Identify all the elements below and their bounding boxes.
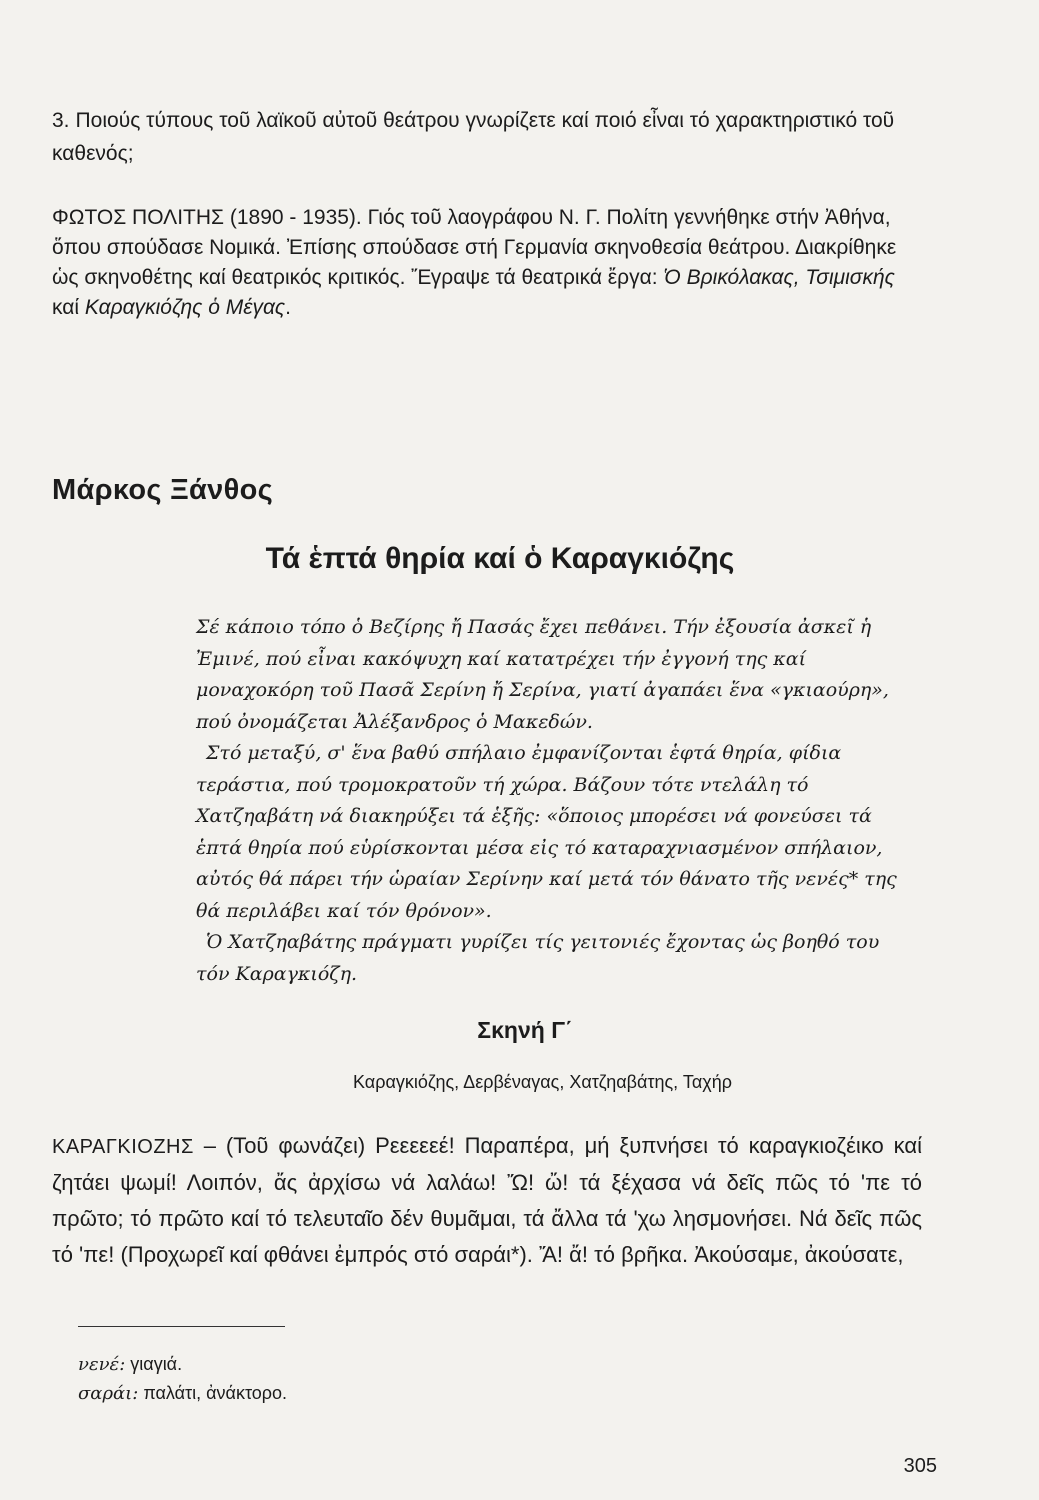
summary-paragraph: Σέ κάποιο τόπο ὁ Βεζίρης ἤ Πασάς ἔχει πεθάνει. Τήν ἐξουσία ἀσκεῖ ἡ Ἐμινέ, πού εἶναι κακόψυχη καί κατατρέχει τήν ἐγγονή της καί μοναχοκόρη τοῦ Πασᾶ Σερίνη ἤ Σερίνα, γιατί ἀγαπάει ἕνα «γκιαούρη», πού ὀνομάζεται Ἀλέξανδρος ὁ Μακεδών.	[196, 616, 889, 733]
bio-works-2: Καραγκιόζης ὁ Μέγας	[84, 296, 286, 319]
footnote-divider	[78, 1326, 285, 1327]
dialogue-text: – (Τοῦ φωνάζει) Ρεεεεεέ! Παραπέρα, μή ξυπνήσει τό καραγκιοζέικο καί ζητάει ψωμί! Λοιπόν, ἄς ἀρχίσω νά λαλάω! Ὤ! ὤ! τά ξέχασα νά δεῖς πῶς τό 'πε τό πρῶτο; τό πρῶτο καί τό τελευταῖο δέν θυμᾶμαι, τά ἄλλα τά 'χω λησμονήσει. Νά δεῖς πῶς τό 'πε! (Προχωρεῖ καί φθάνει ἐμπρός στό σαράι*). Ἄ! ἄ! τό βρῆκα. Ἀκούσαμε, ἀκούσατε,	[52, 1133, 922, 1267]
bio-end: .	[285, 296, 291, 319]
page-number: 305	[903, 1455, 937, 1477]
question-number: 3.	[52, 109, 70, 132]
footnote-definition: παλάτι, ἀνάκτορο.	[138, 1383, 288, 1403]
footnote-term: νενέ:	[78, 1354, 126, 1375]
footnote-item	[78, 1379, 287, 1408]
footnote-definition: γιαγιά.	[125, 1354, 183, 1374]
question-text: Ποιούς τύπους τοῦ λαϊκοῦ αὐτοῦ θεάτρου γνωρίζετε καί ποιό εἶναι τό χαρακτηριστικό τοῦ καθενός;	[52, 109, 895, 165]
footnote-item	[78, 1350, 287, 1379]
play-title: Τά ἑπτά θηρία καί ὁ Καραγκιόζης	[265, 542, 735, 575]
summary-paragraph: Στό μεταξύ, σ' ἕνα βαθύ σπήλαιο ἐμφανίζονται ἑφτά θηρία, φίδια τεράστια, πού τρομοκρατοῦν τή χώρα. Βάζουν τότε ντελάλη τό Χατζηαβάτη νά διακηρύξει τά ἑξῆς: «ὅποιος μπορέσει νά φονεύσει τά ἑπτά θηρία πού εὑρίσκονται μέσα εἰς τό καταραχνιασμένον σπήλαιον, αὐτός θά πάρει τήν ὡραίαν Σερίνην καί μετά τόν θάνατο τῆς νενές* της θά περιλάβει καί τόν θρόνον».	[196, 742, 897, 922]
scene-heading: Σκηνή Γ΄	[477, 1017, 573, 1043]
plot-summary	[196, 612, 916, 990]
bio-text: ΦΩΤΟΣ ΠΟΛΙΤΗΣ (1890 - 1935). Γιός τοῦ λαογράφου Ν. Γ. Πολίτη γεννήθηκε στήν Ἀθήνα, ὅπου σπούδασε Νομικά. Ἐπίσης σπούδασε στή Γερμανία σκηνοθεσία θεάτρου. Διακρίθηκε ὡς σκηνοθέτης καί θεατρικός κριτικός. Ἔγραψε τά θεατρικά ἔργα:	[52, 206, 897, 289]
footnote-term: σαράι:	[78, 1383, 139, 1404]
author-biography	[52, 203, 912, 323]
bio-conjunction: καί	[52, 296, 85, 319]
summary-paragraph: Ὁ Χατζηαβάτης πράγματι γυρίζει τίς γειτονιές ἔχοντας ὡς βοηθό του τόν Καραγκιόζη.	[196, 931, 880, 985]
dialogue-block	[52, 1128, 922, 1273]
footnotes	[78, 1350, 287, 1408]
study-question	[52, 104, 912, 170]
speaker-name: ΚΑΡΑΓΚΙΟΖΗΣ	[52, 1136, 194, 1158]
character-list: Καραγκιόζης, Δερβέναγας, Χατζηαβάτης, Ταχήρ	[353, 1072, 732, 1092]
author-heading: Μάρκος Ξάνθος	[52, 474, 273, 506]
bio-works: Ὁ Βρικόλακας, Τσιμισκής	[663, 266, 895, 289]
